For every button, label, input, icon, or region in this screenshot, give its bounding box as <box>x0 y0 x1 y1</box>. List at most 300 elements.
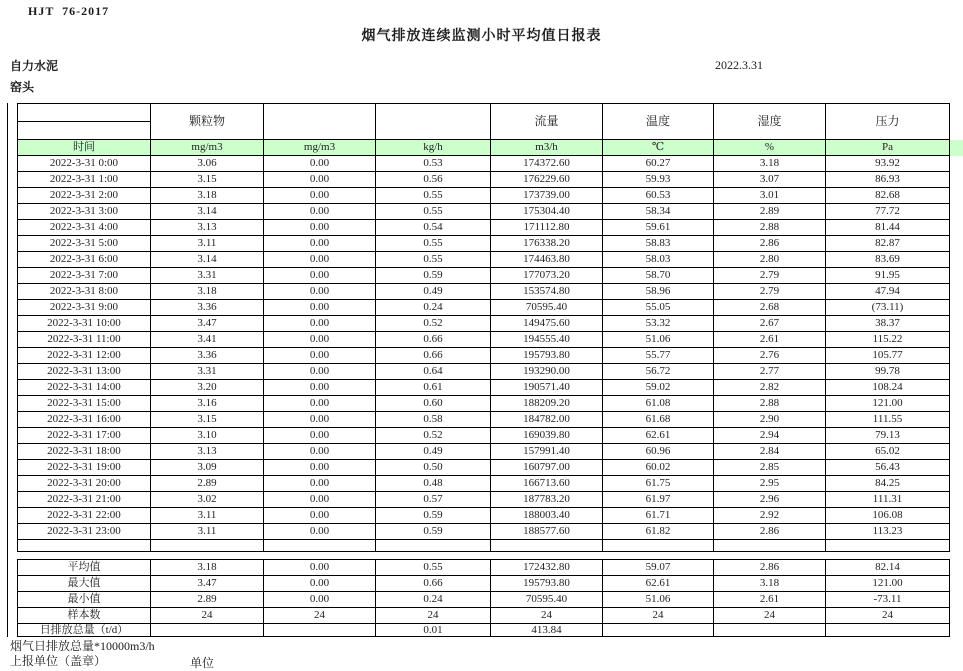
data-cell: 3.36 <box>151 348 264 364</box>
summary-value-cell <box>264 624 376 637</box>
summary-value-cell: 24 <box>603 608 714 624</box>
table-row <box>18 492 950 508</box>
report-unit-label: 上报单位（盖章） <box>10 654 107 668</box>
data-cell: 3.10 <box>151 428 264 444</box>
time-cell: 2022-3-31 16:00 <box>18 412 151 428</box>
table-row <box>18 428 950 444</box>
data-cell: 195793.80 <box>491 348 603 364</box>
data-cell: 61.75 <box>603 476 714 492</box>
data-cell: 193290.00 <box>491 364 603 380</box>
data-cell: 77.72 <box>826 204 950 220</box>
data-cell: 0.61 <box>376 380 491 396</box>
data-cell: 60.02 <box>603 460 714 476</box>
data-cell: 0.53 <box>376 156 491 172</box>
data-cell: 3.11 <box>151 236 264 252</box>
data-cell: 3.11 <box>151 508 264 524</box>
table-row <box>18 284 950 300</box>
data-cell: 184782.00 <box>491 412 603 428</box>
data-cell: 61.71 <box>603 508 714 524</box>
empty-cell <box>18 540 151 552</box>
summary-value-cell: 121.00 <box>826 576 950 592</box>
table-row <box>18 188 950 204</box>
summary-value-cell <box>151 624 264 637</box>
standard-code: HJT 76-2017 <box>28 4 110 18</box>
table-row <box>18 348 950 364</box>
header-cell-temperature: 温度 <box>603 104 714 140</box>
time-cell: 2022-3-31 15:00 <box>18 396 151 412</box>
data-cell: 3.02 <box>151 492 264 508</box>
data-cell: 60.53 <box>603 188 714 204</box>
data-cell: 0.49 <box>376 284 491 300</box>
data-cell: 0.55 <box>376 236 491 252</box>
time-cell: 2022-3-31 0:00 <box>18 156 151 172</box>
time-cell: 2022-3-31 20:00 <box>18 476 151 492</box>
data-cell: 61.68 <box>603 412 714 428</box>
data-cell: 194555.40 <box>491 332 603 348</box>
data-cell: 3.14 <box>151 204 264 220</box>
empty-cell <box>826 540 950 552</box>
data-cell: 2.88 <box>714 396 826 412</box>
empty-cell <box>714 540 826 552</box>
data-cell: 0.48 <box>376 476 491 492</box>
data-cell: 3.15 <box>151 172 264 188</box>
summary-table <box>17 559 950 637</box>
data-cell: 3.18 <box>151 284 264 300</box>
empty-cell <box>264 540 376 552</box>
unit-cell-pa: Pa <box>826 140 950 156</box>
data-cell: (73.11) <box>826 300 950 316</box>
summary-value-cell: 195793.80 <box>491 576 603 592</box>
data-cell: 0.66 <box>376 332 491 348</box>
time-cell: 2022-3-31 23:00 <box>18 524 151 540</box>
data-cell: 86.93 <box>826 172 950 188</box>
data-cell: 3.31 <box>151 364 264 380</box>
summary-value-cell: 24 <box>826 608 950 624</box>
data-cell: 56.72 <box>603 364 714 380</box>
empty-cell <box>376 540 491 552</box>
data-cell: 65.02 <box>826 444 950 460</box>
data-cell: 0.00 <box>264 252 376 268</box>
data-cell: 62.61 <box>603 428 714 444</box>
time-cell: 2022-3-31 11:00 <box>18 332 151 348</box>
unit-label: 单位 <box>190 656 215 670</box>
header-cell-blank-bottom <box>18 122 151 140</box>
summary-label-cell: 最小值 <box>18 592 151 608</box>
data-cell: 0.59 <box>376 524 491 540</box>
time-cell: 2022-3-31 12:00 <box>18 348 151 364</box>
data-cell: 3.15 <box>151 412 264 428</box>
data-cell: 3.31 <box>151 268 264 284</box>
data-cell: 0.55 <box>376 204 491 220</box>
data-cell: 3.18 <box>151 188 264 204</box>
time-cell: 2022-3-31 5:00 <box>18 236 151 252</box>
summary-label-cell: 最大值 <box>18 576 151 592</box>
data-cell: 174463.80 <box>491 252 603 268</box>
summary-label-cell: 日排放总量（t/d） <box>18 624 151 637</box>
data-cell: 38.37 <box>826 316 950 332</box>
empty-cell <box>151 540 264 552</box>
page-title: 烟气排放连续监测小时平均值日报表 <box>361 29 602 44</box>
time-cell: 2022-3-31 22:00 <box>18 508 151 524</box>
time-cell: 2022-3-31 14:00 <box>18 380 151 396</box>
summary-row <box>18 608 950 624</box>
summary-label-cell: 平均值 <box>18 560 151 576</box>
data-cell: 0.00 <box>264 412 376 428</box>
data-cell: 176229.60 <box>491 172 603 188</box>
data-cell: 61.97 <box>603 492 714 508</box>
data-cell: 79.13 <box>826 428 950 444</box>
data-cell: 3.41 <box>151 332 264 348</box>
table-row <box>18 364 950 380</box>
data-cell: 166713.60 <box>491 476 603 492</box>
data-cell: 0.49 <box>376 444 491 460</box>
summary-value-cell: 51.06 <box>603 592 714 608</box>
data-cell: 157991.40 <box>491 444 603 460</box>
time-cell: 2022-3-31 6:00 <box>18 252 151 268</box>
data-cell: 82.87 <box>826 236 950 252</box>
data-cell: 59.61 <box>603 220 714 236</box>
time-cell: 2022-3-31 10:00 <box>18 316 151 332</box>
unit-row-green-extension <box>950 140 963 156</box>
data-cell: 2.94 <box>714 428 826 444</box>
summary-row <box>18 624 950 637</box>
data-cell: 70595.40 <box>491 300 603 316</box>
table-row <box>18 220 950 236</box>
data-cell: 106.08 <box>826 508 950 524</box>
data-cell: 0.00 <box>264 284 376 300</box>
data-cell: 176338.20 <box>491 236 603 252</box>
data-cell: 61.08 <box>603 396 714 412</box>
data-cell: 2.89 <box>151 476 264 492</box>
data-cell: 2.86 <box>714 236 826 252</box>
unit-cell-celsius: ℃ <box>603 140 714 156</box>
empty-row <box>18 540 950 552</box>
data-cell: 0.24 <box>376 300 491 316</box>
data-cell: 108.24 <box>826 380 950 396</box>
data-cell: 60.96 <box>603 444 714 460</box>
data-cell: 3.11 <box>151 524 264 540</box>
monitoring-location: 窑头 <box>10 80 35 94</box>
table-row <box>18 380 950 396</box>
data-cell: 0.50 <box>376 460 491 476</box>
data-cell: 171112.80 <box>491 220 603 236</box>
data-cell: 111.31 <box>826 492 950 508</box>
data-cell: 2.90 <box>714 412 826 428</box>
unit-row <box>18 140 950 156</box>
data-cell: 188003.40 <box>491 508 603 524</box>
unit-cell-kgh: kg/h <box>376 140 491 156</box>
data-cell: 0.00 <box>264 524 376 540</box>
table-row <box>18 460 950 476</box>
summary-value-cell: 172432.80 <box>491 560 603 576</box>
time-cell: 2022-3-31 3:00 <box>18 204 151 220</box>
summary-value-cell: 3.47 <box>151 576 264 592</box>
data-cell: 0.00 <box>264 316 376 332</box>
summary-value-cell: 59.07 <box>603 560 714 576</box>
table-row <box>18 204 950 220</box>
header-cell-flow: 流量 <box>491 104 603 140</box>
data-cell: 0.00 <box>264 364 376 380</box>
data-cell: 0.58 <box>376 412 491 428</box>
data-cell: 51.06 <box>603 332 714 348</box>
data-cell: 0.00 <box>264 172 376 188</box>
table-row <box>18 156 950 172</box>
hourly-report-table <box>17 103 950 552</box>
data-cell: 0.00 <box>264 300 376 316</box>
time-cell: 2022-3-31 13:00 <box>18 364 151 380</box>
summary-value-cell: 0.55 <box>376 560 491 576</box>
data-cell: 177073.20 <box>491 268 603 284</box>
data-cell: 82.68 <box>826 188 950 204</box>
summary-value-cell: 3.18 <box>151 560 264 576</box>
data-cell: 0.00 <box>264 396 376 412</box>
summary-value-cell: 24 <box>714 608 826 624</box>
data-cell: 3.36 <box>151 300 264 316</box>
data-cell: 2.79 <box>714 284 826 300</box>
data-cell: 0.66 <box>376 348 491 364</box>
table-row <box>18 396 950 412</box>
data-cell: 55.05 <box>603 300 714 316</box>
data-cell: 2.92 <box>714 508 826 524</box>
table-row <box>18 172 950 188</box>
data-cell: 188577.60 <box>491 524 603 540</box>
summary-value-cell: 24 <box>491 608 603 624</box>
data-cell: 0.52 <box>376 428 491 444</box>
data-cell: 3.09 <box>151 460 264 476</box>
data-cell: 0.55 <box>376 188 491 204</box>
summary-row <box>18 592 950 608</box>
summary-value-cell: 0.00 <box>264 576 376 592</box>
data-cell: 2.88 <box>714 220 826 236</box>
header-cell-blank-top <box>18 104 151 122</box>
data-cell: 0.59 <box>376 268 491 284</box>
data-cell: 3.18 <box>714 156 826 172</box>
data-cell: 0.55 <box>376 252 491 268</box>
data-cell: 175304.40 <box>491 204 603 220</box>
data-cell: 0.00 <box>264 204 376 220</box>
data-cell: 173739.00 <box>491 188 603 204</box>
header-cell-pressure: 压力 <box>826 104 950 140</box>
table-row <box>18 524 950 540</box>
table-row <box>18 268 950 284</box>
data-cell: 3.01 <box>714 188 826 204</box>
data-cell: 3.47 <box>151 316 264 332</box>
summary-tbody <box>18 560 950 637</box>
time-cell: 2022-3-31 7:00 <box>18 268 151 284</box>
summary-value-cell: 24 <box>376 608 491 624</box>
data-cell: 3.07 <box>714 172 826 188</box>
empty-cell <box>603 540 714 552</box>
data-cell: 58.03 <box>603 252 714 268</box>
summary-value-cell: 3.18 <box>714 576 826 592</box>
data-cell: 2.77 <box>714 364 826 380</box>
data-cell: 0.00 <box>264 476 376 492</box>
data-cell: 2.76 <box>714 348 826 364</box>
data-cell: 3.14 <box>151 252 264 268</box>
time-cell: 2022-3-31 2:00 <box>18 188 151 204</box>
data-cell: 3.13 <box>151 444 264 460</box>
hourly-tbody <box>18 104 950 552</box>
data-cell: 2.82 <box>714 380 826 396</box>
time-cell: 2022-3-31 21:00 <box>18 492 151 508</box>
summary-value-cell <box>603 624 714 637</box>
time-cell: 2022-3-31 17:00 <box>18 428 151 444</box>
data-cell: 58.96 <box>603 284 714 300</box>
data-cell: 174372.60 <box>491 156 603 172</box>
data-cell: 187783.20 <box>491 492 603 508</box>
data-cell: 153574.80 <box>491 284 603 300</box>
data-cell: 188209.20 <box>491 396 603 412</box>
header-cell-blank-2 <box>376 104 491 140</box>
data-cell: 105.77 <box>826 348 950 364</box>
summary-value-cell: 413.84 <box>491 624 603 637</box>
summary-row <box>18 576 950 592</box>
data-cell: 0.00 <box>264 460 376 476</box>
summary-row <box>18 560 950 576</box>
data-cell: 0.00 <box>264 380 376 396</box>
data-cell: 58.34 <box>603 204 714 220</box>
summary-value-cell: 0.00 <box>264 560 376 576</box>
data-cell: 0.00 <box>264 348 376 364</box>
data-cell: 2.85 <box>714 460 826 476</box>
data-cell: 0.54 <box>376 220 491 236</box>
data-cell: 0.00 <box>264 332 376 348</box>
data-cell: 0.60 <box>376 396 491 412</box>
empty-cell <box>491 540 603 552</box>
unit-cell-percent: % <box>714 140 826 156</box>
data-cell: 0.00 <box>264 444 376 460</box>
table-row <box>18 508 950 524</box>
data-cell: 61.82 <box>603 524 714 540</box>
unit-cell-m3h: m3/h <box>491 140 603 156</box>
summary-value-cell: 70595.40 <box>491 592 603 608</box>
header-cell-blank-1 <box>264 104 376 140</box>
data-cell: 55.77 <box>603 348 714 364</box>
data-cell: 2.95 <box>714 476 826 492</box>
data-cell: 3.06 <box>151 156 264 172</box>
data-cell: 149475.60 <box>491 316 603 332</box>
data-cell: 2.68 <box>714 300 826 316</box>
data-cell: 58.70 <box>603 268 714 284</box>
data-cell: 190571.40 <box>491 380 603 396</box>
data-cell: 115.22 <box>826 332 950 348</box>
group-header-row <box>18 104 950 122</box>
data-cell: 3.13 <box>151 220 264 236</box>
summary-value-cell: 0.66 <box>376 576 491 592</box>
data-cell: 0.00 <box>264 428 376 444</box>
summary-value-cell: 82.14 <box>826 560 950 576</box>
data-cell: 59.93 <box>603 172 714 188</box>
data-cell: 2.86 <box>714 524 826 540</box>
data-cell: 84.25 <box>826 476 950 492</box>
data-cell: 169039.80 <box>491 428 603 444</box>
summary-value-cell: 24 <box>264 608 376 624</box>
data-cell: 2.80 <box>714 252 826 268</box>
table-row <box>18 412 950 428</box>
data-cell: 0.64 <box>376 364 491 380</box>
data-cell: 91.95 <box>826 268 950 284</box>
daily-total-note: 烟气日排放总量*10000m3/h <box>10 639 155 653</box>
time-cell: 2022-3-31 4:00 <box>18 220 151 236</box>
data-cell: 0.00 <box>264 492 376 508</box>
summary-value-cell <box>714 624 826 637</box>
time-cell: 2022-3-31 19:00 <box>18 460 151 476</box>
data-cell: 2.89 <box>714 204 826 220</box>
data-cell: 0.56 <box>376 172 491 188</box>
summary-value-cell: 0.01 <box>376 624 491 637</box>
data-cell: 81.44 <box>826 220 950 236</box>
table-row <box>18 476 950 492</box>
data-cell: 0.59 <box>376 508 491 524</box>
data-cell: 111.55 <box>826 412 950 428</box>
time-cell: 2022-3-31 1:00 <box>18 172 151 188</box>
unit-cell-mgm3-2: mg/m3 <box>264 140 376 156</box>
summary-value-cell: 0.00 <box>264 592 376 608</box>
report-date: 2022.3.31 <box>715 58 763 72</box>
data-cell: 93.92 <box>826 156 950 172</box>
summary-value-cell: 2.89 <box>151 592 264 608</box>
data-cell: 0.00 <box>264 508 376 524</box>
data-cell: 60.27 <box>603 156 714 172</box>
header-cell-particulate: 颗粒物 <box>151 104 264 140</box>
table-row <box>18 444 950 460</box>
data-cell: 0.00 <box>264 268 376 284</box>
data-cell: 83.69 <box>826 252 950 268</box>
summary-value-cell <box>826 624 950 637</box>
table-row <box>18 252 950 268</box>
company-name: 自力水泥 <box>10 59 59 73</box>
table-row <box>18 300 950 316</box>
table-row <box>18 236 950 252</box>
table-row <box>18 316 950 332</box>
data-cell: 3.20 <box>151 380 264 396</box>
data-cell: 113.23 <box>826 524 950 540</box>
data-cell: 2.61 <box>714 332 826 348</box>
summary-value-cell: 0.24 <box>376 592 491 608</box>
header-cell-humidity: 湿度 <box>714 104 826 140</box>
data-cell: 0.57 <box>376 492 491 508</box>
data-cell: 0.00 <box>264 156 376 172</box>
data-cell: 3.16 <box>151 396 264 412</box>
time-cell: 2022-3-31 18:00 <box>18 444 151 460</box>
summary-label-cell: 样本数 <box>18 608 151 624</box>
data-cell: 160797.00 <box>491 460 603 476</box>
data-cell: 2.67 <box>714 316 826 332</box>
data-cell: 47.94 <box>826 284 950 300</box>
data-cell: 121.00 <box>826 396 950 412</box>
data-cell: 99.78 <box>826 364 950 380</box>
data-cell: 0.52 <box>376 316 491 332</box>
unit-cell-mgm3-1: mg/m3 <box>151 140 264 156</box>
data-cell: 56.43 <box>826 460 950 476</box>
data-cell: 2.84 <box>714 444 826 460</box>
unit-cell-time: 时间 <box>18 140 151 156</box>
summary-value-cell: 2.61 <box>714 592 826 608</box>
data-cell: 0.00 <box>264 188 376 204</box>
summary-value-cell: 24 <box>151 608 264 624</box>
data-cell: 2.96 <box>714 492 826 508</box>
data-cell: 0.00 <box>264 236 376 252</box>
time-cell: 2022-3-31 9:00 <box>18 300 151 316</box>
data-cell: 2.79 <box>714 268 826 284</box>
summary-value-cell: -73.11 <box>826 592 950 608</box>
table-row <box>18 332 950 348</box>
data-cell: 53.32 <box>603 316 714 332</box>
summary-value-cell: 62.61 <box>603 576 714 592</box>
data-cell: 59.02 <box>603 380 714 396</box>
time-cell: 2022-3-31 8:00 <box>18 284 151 300</box>
summary-value-cell: 2.86 <box>714 560 826 576</box>
